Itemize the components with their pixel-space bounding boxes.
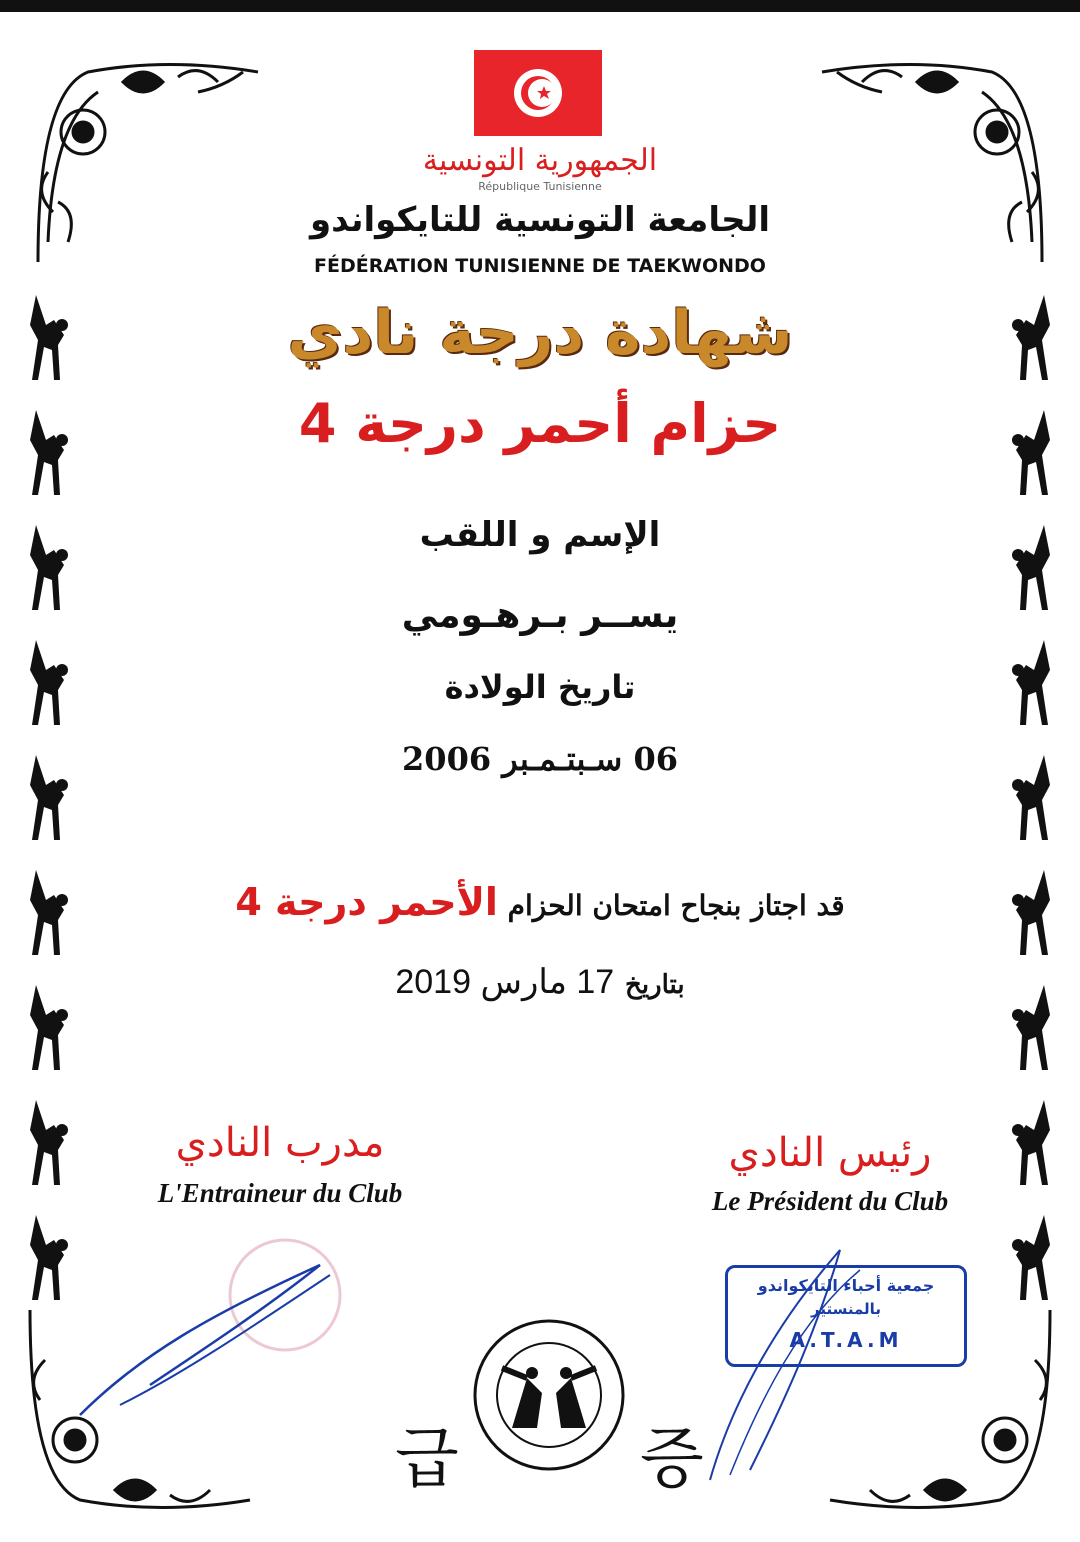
grade-title: حزام أحمر درجة 4 [298, 392, 782, 455]
birth-value: 06 سـبتـمـبر 2006 [402, 740, 678, 778]
federation-french: FÉDÉRATION TUNISIENNE DE TAEKWONDO [314, 255, 766, 277]
wtf-seal-text [472, 1318, 626, 1472]
kicking-figure-icon [30, 1100, 68, 1185]
coach-title-french: L'Entraineur du Club [157, 1178, 403, 1208]
flag-disc [514, 69, 562, 117]
result-date-line [0, 962, 1080, 1002]
president-title-arabic: رئيس النادي [728, 1130, 932, 1176]
korean-glyph-right: 증 [640, 1420, 704, 1497]
stamp-line-1: جمعية أحباء التايكواندو [757, 1276, 935, 1295]
tunisia-flag [474, 50, 602, 136]
coach-signature [60, 1235, 360, 1435]
result-date-prefix: بتاريخ [625, 970, 685, 1000]
federation-arabic: الجامعة التونسية للتايكواندو [309, 200, 771, 240]
wtf-seal [472, 1318, 626, 1472]
korean-glyph-left: 급 [395, 1420, 459, 1497]
name-value: يســر بـرهـومي [401, 595, 679, 636]
stamp-code: A.T.A.M [789, 1328, 903, 1352]
republic-french: République Tunisienne [478, 180, 602, 193]
coach-title-arabic: مدرب النادي [175, 1120, 385, 1166]
certificate-title: شهادة درجة نادي [287, 298, 793, 368]
result-line [0, 880, 1080, 924]
crescent-star-icon [514, 69, 562, 117]
result-prefix: قد اجتاز بنجاح امتحان الحزام [507, 889, 845, 922]
kicking-figure-icon [1012, 1100, 1050, 1185]
republic-arabic: الجمهورية التونسية [422, 143, 658, 178]
birth-label: تاريخ الولادة [444, 668, 636, 706]
kicking-figure-icon [1012, 1215, 1050, 1300]
name-label: الإسم و اللقب [419, 515, 661, 555]
president-title-french: Le Président du Club [711, 1186, 949, 1216]
top-dark-edge [0, 0, 1080, 12]
result-grade: الأحمر درجة 4 [235, 880, 498, 924]
result-date-value: 17 مارس 2019 [395, 963, 615, 1001]
stamp-line-2: بالمنستير [811, 1300, 881, 1318]
president-signature [690, 1240, 890, 1490]
